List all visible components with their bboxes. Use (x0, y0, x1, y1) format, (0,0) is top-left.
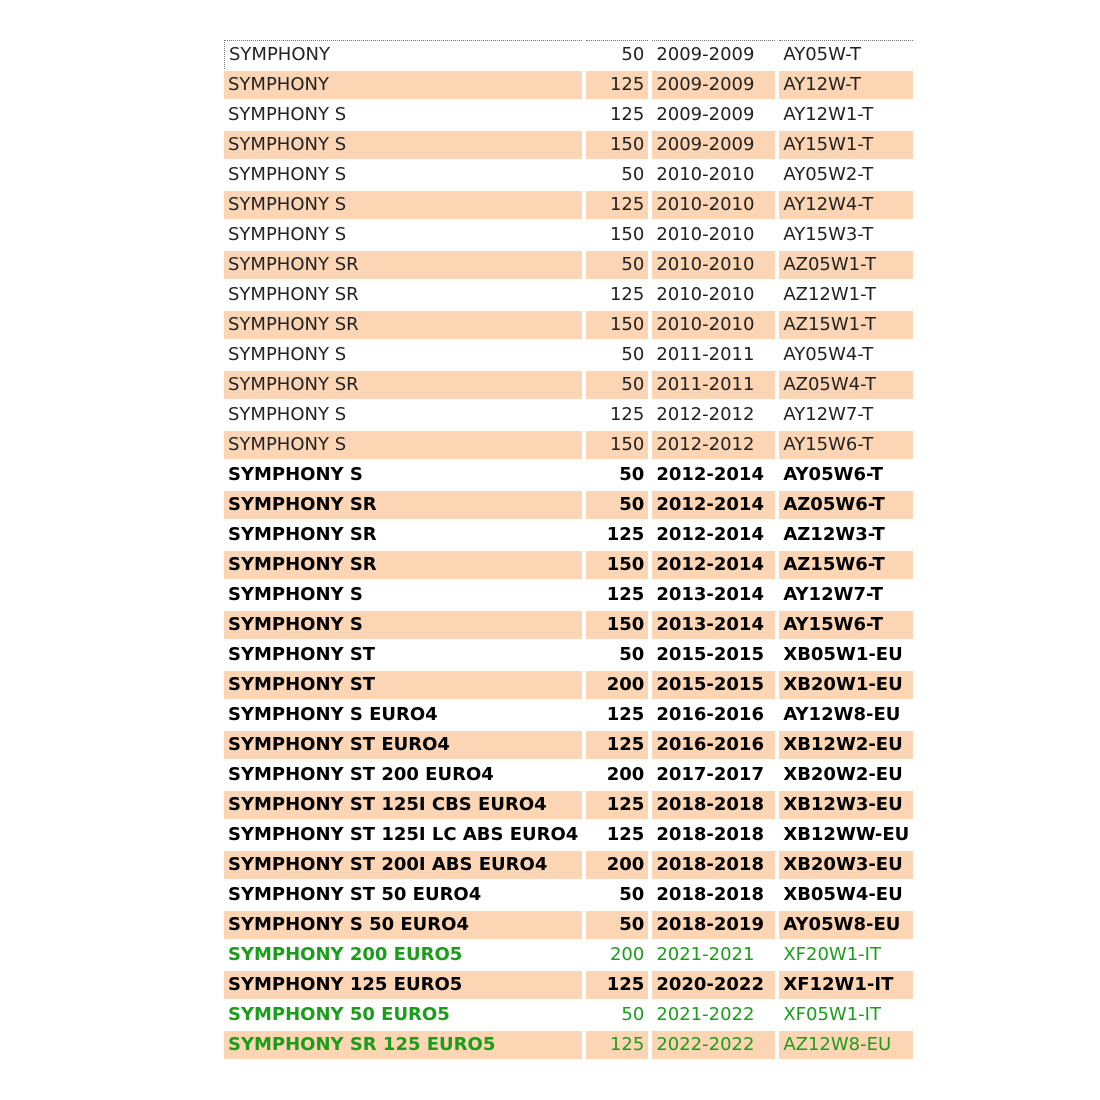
table-row (224, 71, 913, 99)
displacement-cell: 150 (586, 551, 648, 579)
model-code-cell: XB12WW-EU (779, 821, 913, 849)
model-cell: SYMPHONY S (224, 161, 582, 189)
model-cell: SYMPHONY S (224, 611, 582, 639)
table-row (224, 101, 913, 129)
table-row (224, 581, 913, 609)
displacement-cell: 50 (586, 161, 648, 189)
models-table-body (224, 40, 913, 1059)
model-cell: SYMPHONY SR (224, 491, 582, 519)
year-range-cell: 2013-2014 (652, 611, 775, 639)
year-range-cell: 2011-2011 (652, 341, 775, 369)
year-range-cell: 2010-2010 (652, 281, 775, 309)
table-row (224, 311, 913, 339)
table-row (224, 371, 913, 399)
year-range-cell: 2012-2014 (652, 461, 775, 489)
model-code-cell: AZ12W8-EU (779, 1031, 913, 1059)
model-code-cell: AY05W-T (779, 40, 913, 69)
model-cell: SYMPHONY ST 125I LC ABS EURO4 (224, 821, 582, 849)
model-cell: SYMPHONY SR 125 EURO5 (224, 1031, 582, 1059)
year-range-cell: 2009-2009 (652, 71, 775, 99)
model-code-cell: XB12W3-EU (779, 791, 913, 819)
table-row (224, 611, 913, 639)
model-cell: SYMPHONY SR (224, 371, 582, 399)
model-code-cell: XB20W3-EU (779, 851, 913, 879)
year-range-cell: 2015-2015 (652, 671, 775, 699)
model-code-cell: XF12W1-IT (779, 971, 913, 999)
model-code-cell: AY05W2-T (779, 161, 913, 189)
model-cell: SYMPHONY ST 200I ABS EURO4 (224, 851, 582, 879)
model-code-cell: AZ12W3-T (779, 521, 913, 549)
table-row (224, 431, 913, 459)
model-code-cell: XB20W1-EU (779, 671, 913, 699)
model-cell: SYMPHONY SR (224, 281, 582, 309)
model-cell: SYMPHONY 125 EURO5 (224, 971, 582, 999)
year-range-cell: 2012-2014 (652, 491, 775, 519)
year-range-cell: 2018-2019 (652, 911, 775, 939)
displacement-cell: 125 (586, 101, 648, 129)
models-table (220, 38, 917, 1061)
table-row (224, 671, 913, 699)
year-range-cell: 2022-2022 (652, 1031, 775, 1059)
year-range-cell: 2016-2016 (652, 701, 775, 729)
model-code-cell: AZ15W6-T (779, 551, 913, 579)
displacement-cell: 50 (586, 881, 648, 909)
model-code-cell: AY05W8-EU (779, 911, 913, 939)
displacement-cell: 50 (586, 911, 648, 939)
year-range-cell: 2018-2018 (652, 851, 775, 879)
year-range-cell: 2009-2009 (652, 40, 775, 69)
model-cell: SYMPHONY S 50 EURO4 (224, 911, 582, 939)
year-range-cell: 2017-2017 (652, 761, 775, 789)
displacement-cell: 50 (586, 461, 648, 489)
table-row (224, 971, 913, 999)
displacement-cell: 200 (586, 761, 648, 789)
table-row (224, 941, 913, 969)
model-code-cell: AY05W4-T (779, 341, 913, 369)
table-row (224, 341, 913, 369)
table-row (224, 461, 913, 489)
model-cell: SYMPHONY S (224, 101, 582, 129)
displacement-cell: 150 (586, 131, 648, 159)
model-code-cell: XB12W2-EU (779, 731, 913, 759)
model-code-cell: AY12W1-T (779, 101, 913, 129)
model-code-cell: AZ05W1-T (779, 251, 913, 279)
model-cell: SYMPHONY S (224, 131, 582, 159)
table-row (224, 1001, 913, 1029)
table-row (224, 251, 913, 279)
displacement-cell: 125 (586, 701, 648, 729)
displacement-cell: 50 (586, 1001, 648, 1029)
displacement-cell: 200 (586, 941, 648, 969)
displacement-cell: 125 (586, 821, 648, 849)
model-cell: SYMPHONY SR (224, 551, 582, 579)
displacement-cell: 50 (586, 491, 648, 519)
displacement-cell: 50 (586, 641, 648, 669)
year-range-cell: 2010-2010 (652, 251, 775, 279)
year-range-cell: 2012-2014 (652, 521, 775, 549)
model-cell: SYMPHONY ST 50 EURO4 (224, 881, 582, 909)
model-cell: SYMPHONY 200 EURO5 (224, 941, 582, 969)
year-range-cell: 2018-2018 (652, 791, 775, 819)
year-range-cell: 2012-2014 (652, 551, 775, 579)
model-code-cell: AY12W-T (779, 71, 913, 99)
year-range-cell: 2009-2009 (652, 131, 775, 159)
table-row (224, 40, 913, 69)
model-cell: SYMPHONY SR (224, 251, 582, 279)
model-cell: SYMPHONY S (224, 191, 582, 219)
model-cell: SYMPHONY ST (224, 671, 582, 699)
model-code-cell: AY15W3-T (779, 221, 913, 249)
displacement-cell: 50 (586, 341, 648, 369)
model-code-cell: AZ15W1-T (779, 311, 913, 339)
displacement-cell: 200 (586, 851, 648, 879)
table-row (224, 401, 913, 429)
year-range-cell: 2010-2010 (652, 221, 775, 249)
displacement-cell: 150 (586, 611, 648, 639)
year-range-cell: 2021-2022 (652, 1001, 775, 1029)
table-row (224, 191, 913, 219)
table-row (224, 221, 913, 249)
year-range-cell: 2010-2010 (652, 161, 775, 189)
displacement-cell: 50 (586, 40, 648, 69)
model-code-cell: AZ12W1-T (779, 281, 913, 309)
year-range-cell: 2020-2022 (652, 971, 775, 999)
model-code-cell: AY12W7-T (779, 581, 913, 609)
table-row (224, 641, 913, 669)
model-code-cell: AY12W7-T (779, 401, 913, 429)
model-code-cell: AY15W6-T (779, 431, 913, 459)
table-row (224, 551, 913, 579)
displacement-cell: 125 (586, 281, 648, 309)
table-row (224, 1031, 913, 1059)
table-row (224, 911, 913, 939)
year-range-cell: 2012-2012 (652, 431, 775, 459)
year-range-cell: 2016-2016 (652, 731, 775, 759)
model-code-cell: AZ05W6-T (779, 491, 913, 519)
table-row (224, 521, 913, 549)
model-cell: SYMPHONY (224, 40, 582, 69)
year-range-cell: 2010-2010 (652, 311, 775, 339)
table-row (224, 881, 913, 909)
model-cell: SYMPHONY (224, 71, 582, 99)
model-cell: SYMPHONY S EURO4 (224, 701, 582, 729)
table-row (224, 701, 913, 729)
model-code-cell: XB05W1-EU (779, 641, 913, 669)
displacement-cell: 125 (586, 791, 648, 819)
model-cell: SYMPHONY SR (224, 311, 582, 339)
table-row (224, 281, 913, 309)
year-range-cell: 2018-2018 (652, 881, 775, 909)
model-code-cell: AY15W6-T (779, 611, 913, 639)
year-range-cell: 2009-2009 (652, 101, 775, 129)
displacement-cell: 125 (586, 581, 648, 609)
displacement-cell: 150 (586, 221, 648, 249)
year-range-cell: 2012-2012 (652, 401, 775, 429)
table-row (224, 821, 913, 849)
displacement-cell: 125 (586, 521, 648, 549)
model-code-cell: AY12W4-T (779, 191, 913, 219)
model-code-cell: XF20W1-IT (779, 941, 913, 969)
table-row (224, 731, 913, 759)
displacement-cell: 125 (586, 1031, 648, 1059)
year-range-cell: 2011-2011 (652, 371, 775, 399)
displacement-cell: 50 (586, 371, 648, 399)
model-code-cell: AY12W8-EU (779, 701, 913, 729)
model-cell: SYMPHONY SR (224, 521, 582, 549)
displacement-cell: 125 (586, 191, 648, 219)
model-cell: SYMPHONY ST 200 EURO4 (224, 761, 582, 789)
displacement-cell: 125 (586, 731, 648, 759)
displacement-cell: 150 (586, 311, 648, 339)
model-code-cell: XB20W2-EU (779, 761, 913, 789)
displacement-cell: 200 (586, 671, 648, 699)
table-row (224, 491, 913, 519)
model-code-cell: XF05W1-IT (779, 1001, 913, 1029)
year-range-cell: 2013-2014 (652, 581, 775, 609)
model-cell: SYMPHONY S (224, 581, 582, 609)
year-range-cell: 2018-2018 (652, 821, 775, 849)
model-code-cell: XB05W4-EU (779, 881, 913, 909)
displacement-cell: 150 (586, 431, 648, 459)
model-cell: SYMPHONY S (224, 221, 582, 249)
table-row (224, 761, 913, 789)
year-range-cell: 2010-2010 (652, 191, 775, 219)
displacement-cell: 125 (586, 401, 648, 429)
model-code-cell: AY05W6-T (779, 461, 913, 489)
table-row (224, 851, 913, 879)
model-cell: SYMPHONY S (224, 461, 582, 489)
model-cell: SYMPHONY ST EURO4 (224, 731, 582, 759)
model-cell: SYMPHONY ST 125I CBS EURO4 (224, 791, 582, 819)
displacement-cell: 125 (586, 971, 648, 999)
model-code-cell: AZ05W4-T (779, 371, 913, 399)
year-range-cell: 2015-2015 (652, 641, 775, 669)
table-row (224, 161, 913, 189)
table-row (224, 131, 913, 159)
table-row (224, 791, 913, 819)
displacement-cell: 125 (586, 71, 648, 99)
model-cell: SYMPHONY S (224, 431, 582, 459)
model-cell: SYMPHONY 50 EURO5 (224, 1001, 582, 1029)
model-cell: SYMPHONY S (224, 341, 582, 369)
model-cell: SYMPHONY ST (224, 641, 582, 669)
model-cell: SYMPHONY S (224, 401, 582, 429)
year-range-cell: 2021-2021 (652, 941, 775, 969)
displacement-cell: 50 (586, 251, 648, 279)
model-code-cell: AY15W1-T (779, 131, 913, 159)
